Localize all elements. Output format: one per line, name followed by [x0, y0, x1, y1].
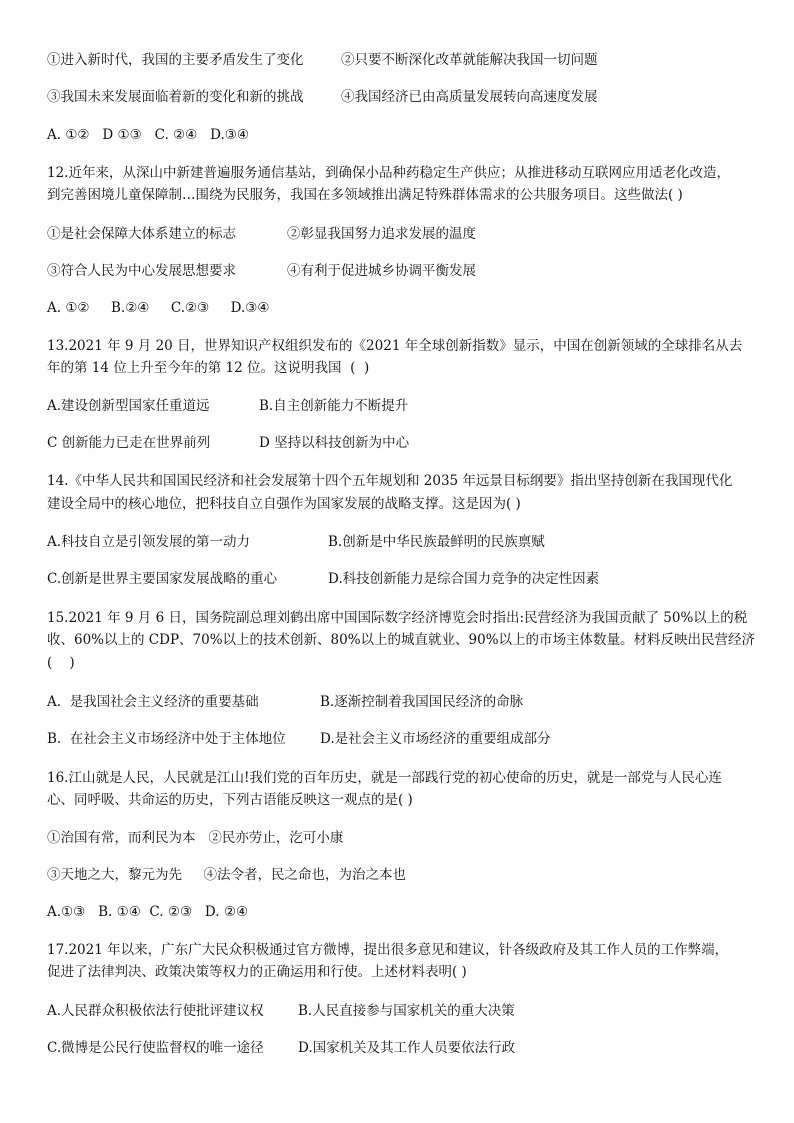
q15-stem-line1: 15.2021 年 9 月 6 日，国务院副总理刘鹤出席中国国际数字经济博览会时指出:民营经济为我国贡献了 50%以上的税	[47, 610, 748, 626]
q17-stem-line2: 促进了法律判决、政策决策等权力的正确运用和行使。上述材料表明( )	[47, 964, 467, 980]
q13-option-d: D 坚持以科技创新为中心	[259, 435, 410, 451]
q13-stem-line1: 13.2021 年 9 月 20 日，世界知识产权组织发布的《2021 年全球创新指数》显示，中国在创新领域的全球排名从去	[47, 338, 743, 354]
q15-stem-line3: ( )	[47, 655, 75, 671]
q15-option-c: B. 在社会主义市场经济中处于主体地位	[47, 731, 286, 747]
q14-option-d: D.科技创新能力是综合国力竞争的决定性因素	[328, 571, 600, 587]
q15-stem-line2: 收、60%以上的 CDP、70%以上的技术创新、80%以上的城直就业、90%以上的市场主体数量。材料反映出民营经济	[47, 632, 756, 648]
q12-answer-choices: A. ①② B.②④ C.②③ D.③④	[47, 300, 270, 316]
q17-option-d: D.国家机关及其工作人员要依法行政	[298, 1040, 516, 1056]
q14-stem-line2: 建设全局中的核心地位，把科技自立自强作为国家发展的战略支撑。这是因为( )	[47, 496, 521, 512]
q14-option-b: B.创新是中华民族最鲜明的民族禀赋	[328, 534, 545, 550]
q13-stem-line2: 年的第 14 位上升至今年的第 12 位。这说明我国 ( )	[47, 360, 370, 376]
option-3: ③我国未来发展面临着新的变化和新的挑战	[47, 89, 304, 105]
q17-option-c: C.微博是公民行使监督权的唯一途径	[47, 1040, 264, 1056]
q16-stem-line1: 16.江山就是人民，人民就是江山!我们党的百年历史，就是一部践行党的初心使命的历史，就是一部党与人民心连	[47, 770, 722, 786]
answer-choices: A. ①② D ①③ C. ②④ D.③④	[47, 127, 249, 143]
q14-stem-line1: 14.《中华人民共和国国民经济和社会发展第十四个五年规划和 2035 年远景目标纲要》指出坚持创新在我国现代化	[47, 473, 733, 489]
q12-stem-line1: 12.近年来，从深山中新建普遍服务通信基站，到确保小品种药稳定生产供应；从推进移动互联网应用适老化改造，	[47, 165, 730, 181]
q12-option-4: ④有利于促进城乡协调平衡发展	[287, 263, 476, 279]
q15-option-a: A. 是我国社会主义经济的重要基础	[47, 694, 259, 710]
q16-answer-choices: A.①③ B. ①④ C. ②③ D. ②④	[47, 904, 249, 920]
q16-options-row2: ③天地之大，黎元为先 ④法令者，民之命也，为治之本也	[47, 867, 406, 883]
q17-option-a: A.人民群众积极依法行使批评建议权	[47, 1003, 264, 1019]
q16-options-row1: ①治国有常，而利民为本 ②民亦劳止，汔可小康	[47, 830, 344, 846]
q13-option-b: B.自主创新能力不断提升	[259, 398, 409, 414]
option-2: ②只要不断深化改革就能解决我国一切问题	[341, 52, 598, 68]
option-4: ④我国经济已由高质量发展转向高速度发展	[341, 89, 598, 105]
q14-option-c: C.创新是世界主要国家发展战略的重心	[47, 571, 278, 587]
q17-option-b: B.人民直接参与国家机关的重大决策	[298, 1003, 515, 1019]
q12-option-2: ②彰显我国努力追求发展的温度	[287, 226, 476, 242]
q15-option-b: B.逐渐控制着我国国民经济的命脉	[320, 694, 524, 710]
q12-stem-line2: 到完善困境儿童保障制…围绕为民服务，我国在多领域推出满足特殊群体需求的公共服务项目。这些做法( )	[47, 187, 683, 203]
q13-option-a: A.建设创新型国家任重道远	[47, 398, 210, 414]
q14-option-a: A.科技自立是引领发展的第一动力	[47, 534, 251, 550]
q15-option-d: D.是社会主义市场经济的重要组成部分	[320, 731, 551, 747]
q13-option-c: C 创新能力已走在世界前列	[47, 435, 211, 451]
q12-option-1: ①是社会保障大体系建立的标志	[47, 226, 236, 242]
option-1: ①进入新时代，我国的主要矛盾发生了变化	[47, 52, 304, 68]
q17-stem-line1: 17.2021 年以来，广东广大民众积极通过官方微博，提出很多意见和建议，针各级政府及其工作人员的工作弊端，	[47, 942, 729, 958]
q16-stem-line2: 心、同呼吸、共命运的历史，下列古语能反映这一观点的是( )	[47, 792, 413, 808]
q12-option-3: ③符合人民为中心发展思想要求	[47, 263, 236, 279]
